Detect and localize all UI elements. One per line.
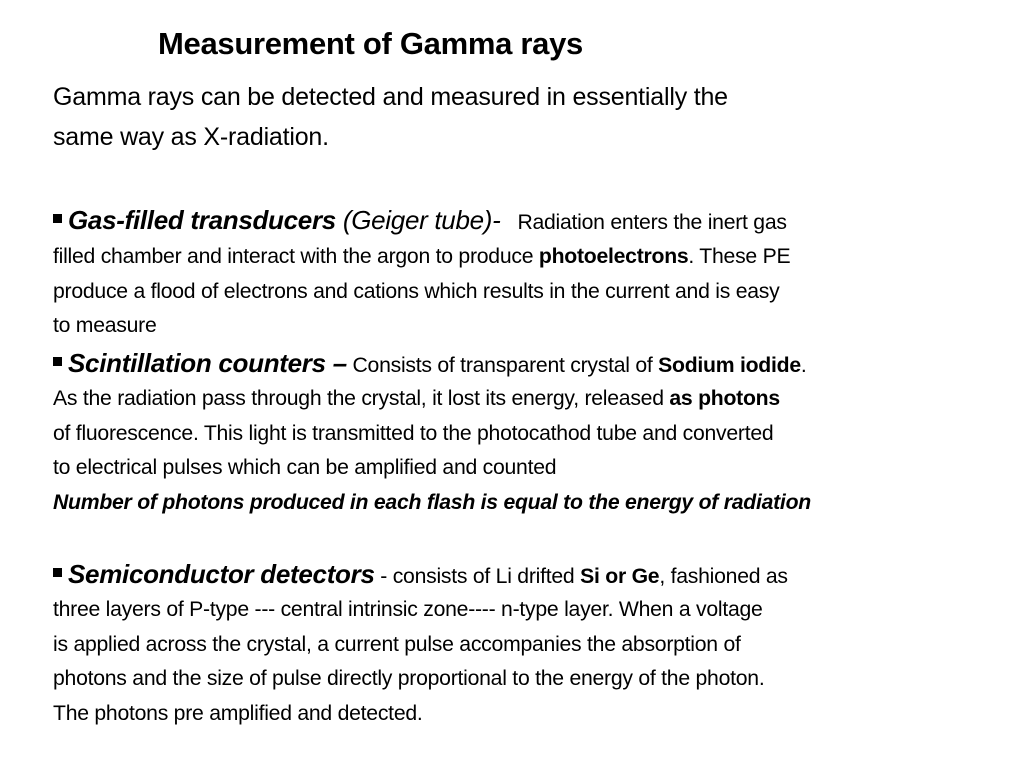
gas-heading: Gas-filled transducers [68, 205, 336, 235]
intro-line: same way as X-radiation. [53, 123, 329, 151]
scintillation-section [53, 344, 1003, 520]
gas-bold-term: photoelectrons [538, 245, 689, 268]
semi-line: photons and the size of pulse directly proportional to the energy of the photon. [53, 667, 765, 690]
semi-heading: Semiconductor detectors [68, 559, 375, 589]
scint-bold-term: as photons [669, 387, 780, 410]
scint-line: to electrical pulses which can be amplified and counted [53, 456, 557, 479]
intro-paragraph [53, 77, 993, 157]
semi-line: The photons pre amplified and detected. [53, 701, 423, 725]
semi-bold-term: Si or Ge [580, 565, 660, 588]
scint-line: of fluorescence. This light is transmitted to the photocathod tube and converted [53, 421, 774, 445]
gas-line: to measure [53, 314, 157, 337]
scint-line [53, 344, 1003, 382]
scint-text: . [800, 354, 807, 377]
gas-text: filled chamber and interact with the argon to produce [53, 245, 539, 268]
semi-text: , fashioned as [659, 565, 788, 588]
slide-title: Measurement of Gamma rays [158, 26, 583, 61]
semi-line: three layers of P-type --- central intrinsic zone---- n-type layer. When a voltage [53, 598, 763, 621]
bullet-square-icon [53, 568, 62, 577]
gas-line: produce a flood of electrons and cations which results in the current and is easy [53, 279, 780, 303]
scint-line [53, 382, 1003, 417]
scint-bold-term: Sodium iodide [658, 354, 801, 377]
scint-text: As the radiation pass through the crystal, it lost its energy, released [53, 387, 670, 410]
gas-filled-section [53, 200, 1003, 344]
gas-line [53, 240, 1003, 275]
semi-line: is applied across the crystal, a current pulse accompanies the absorption of [53, 632, 741, 656]
intro-line: Gamma rays can be detected and measured in essentially the [53, 83, 728, 111]
scint-note: Number of photons produced in each flash is equal to the energy of radiation [53, 490, 811, 514]
bullet-square-icon [53, 357, 62, 366]
semi-text: - consists of Li drifted [374, 565, 581, 588]
scint-text: Consists of transparent crystal of [346, 354, 659, 377]
scint-heading: Scintillation counters – [68, 348, 347, 378]
gas-text: . These PE [688, 245, 791, 268]
gas-line [53, 200, 1003, 240]
gas-text: Radiation enters the inert gas [517, 211, 787, 234]
gas-heading-paren: (Geiger tube)- [335, 205, 501, 235]
semi-line [53, 555, 1003, 593]
semiconductor-section [53, 555, 1003, 731]
bullet-square-icon [53, 214, 62, 223]
